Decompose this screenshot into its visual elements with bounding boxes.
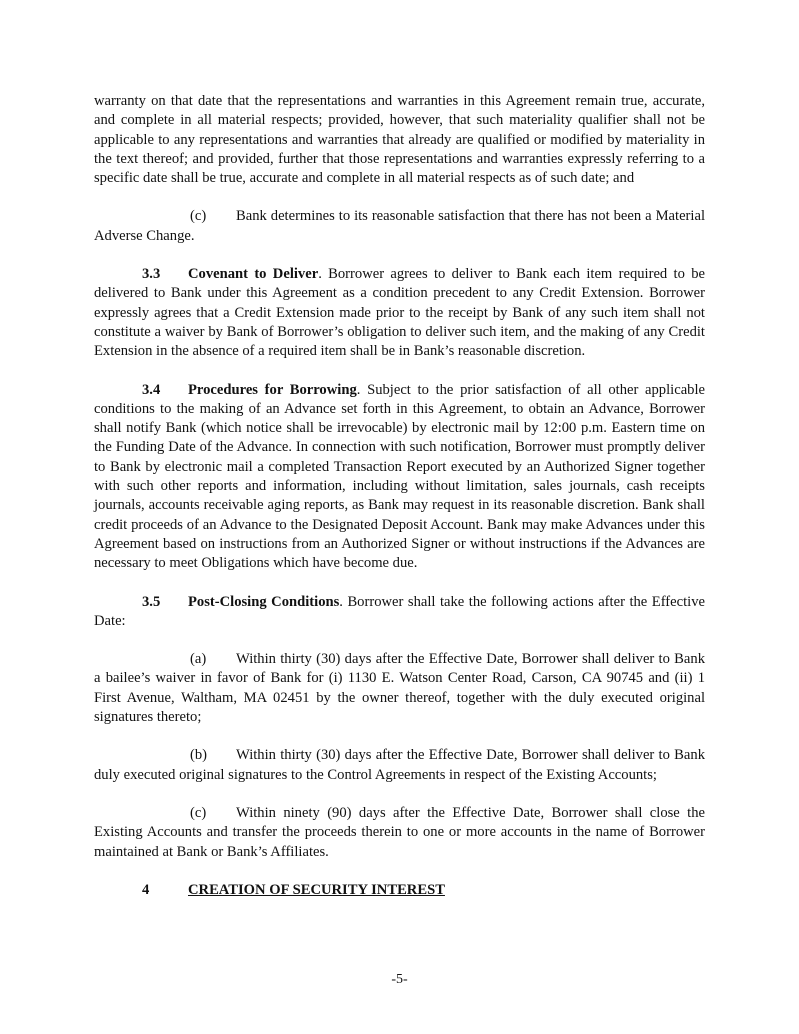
document-page xyxy=(94,92,705,900)
section-text: . Borrower shall take the following actions after the Effective Date: xyxy=(94,593,705,629)
clause-number: (b) xyxy=(190,747,208,764)
section-title: Procedures for Borrowing xyxy=(188,381,357,398)
clause-b-control-agreements xyxy=(94,746,705,785)
section-3-4 xyxy=(94,381,705,574)
section-3-5 xyxy=(94,593,705,632)
section-number: 3.4 xyxy=(142,381,161,398)
section-title: Covenant to Deliver xyxy=(188,266,319,283)
intro-paragraph: warranty on that date that the representations and warranties in this Agreement remain true, accurate, and complete in all material respects; provided, however, that such materiality qualifier shall not be applicable to any representations and warranties that already are qualified or modified by materiality in the text thereof; and provided, further that those representations and warranties expressly referring to a specific date shall be true, accurate and complete in all material respects as of such date; and xyxy=(94,93,705,187)
clause-number: (c) xyxy=(190,208,207,225)
clause-c-material-adverse-change xyxy=(94,207,705,246)
clause-text: Within thirty (30) days after the Effective Date, Borrower shall deliver to Bank a bailee’s waiver in favor of Bank for (i) 1130 E. Watson Center Road, Carson, CA 90745 and (ii) 1 First Avenue, Waltham, MA 02451 by the owner thereof, together with the duly executed original signatures thereto; xyxy=(94,651,705,726)
section-number: 3.3 xyxy=(142,266,161,283)
section-text: . Borrower agrees to deliver to Bank each item required to be delivered to Bank under this Agreement as a condition precedent to any Credit Extension. Borrower expressly agrees that a Credit Extension made prior to the receipt by Bank of any such item shall not constitute a waiver by Bank of Borrower’s obligation to deliver such item, and the making of any Credit Extension in the absence of a required item shall be in Bank’s reasonable discretion. xyxy=(94,266,705,360)
clause-a-bailee-waiver xyxy=(94,650,705,727)
clause-number: (c) xyxy=(190,804,207,821)
section-text: . Subject to the prior satisfaction of all other applicable conditions to the making of an Advance set forth in this Agreement, to obtain an Advance, Borrower shall notify Bank (which notice shall be irrevocable) by electronic mail by 12:00 p.m. Eastern time on the Funding Date of the Advance. In connection with such notification, Borrower must promptly deliver to Bank by electronic mail a completed Transaction Report executed by an Authorized Signer together with such other reports and information, including without limitation, sales journals, cash receipts journals, accounts receivable aging reports, as Bank may request in its reasonable discretion. Bank shall credit proceeds of an Advance to the Designated Deposit Account. Bank may make Advances under this Agreement based on instructions from an Authorized Signer or without instructions if the Advances are necessary to meet Obligations which have become due. xyxy=(94,381,705,572)
section-title: Post-Closing Conditions xyxy=(188,593,340,610)
article-title: CREATION OF SECURITY INTEREST xyxy=(188,881,445,898)
clause-text: Bank determines to its reasonable satisfaction that there has not been a Material Adverse Change. xyxy=(94,208,705,244)
page-number: -5- xyxy=(391,972,408,987)
clause-text: Within ninety (90) days after the Effective Date, Borrower shall close the Existing Accounts and transfer the proceeds therein to one or more accounts in the name of Borrower maintained at Bank or Bank’s Affiliates. xyxy=(94,804,705,860)
section-3-3 xyxy=(94,265,705,361)
clause-c-existing-accounts xyxy=(94,804,705,862)
article-number: 4 xyxy=(142,881,150,898)
clause-text: Within thirty (30) days after the Effective Date, Borrower shall deliver to Bank duly executed original signatures to the Control Agreements in respect of the Existing Accounts; xyxy=(94,747,705,783)
section-number: 3.5 xyxy=(142,593,161,610)
clause-number: (a) xyxy=(190,651,207,668)
article-4-heading xyxy=(94,881,705,900)
